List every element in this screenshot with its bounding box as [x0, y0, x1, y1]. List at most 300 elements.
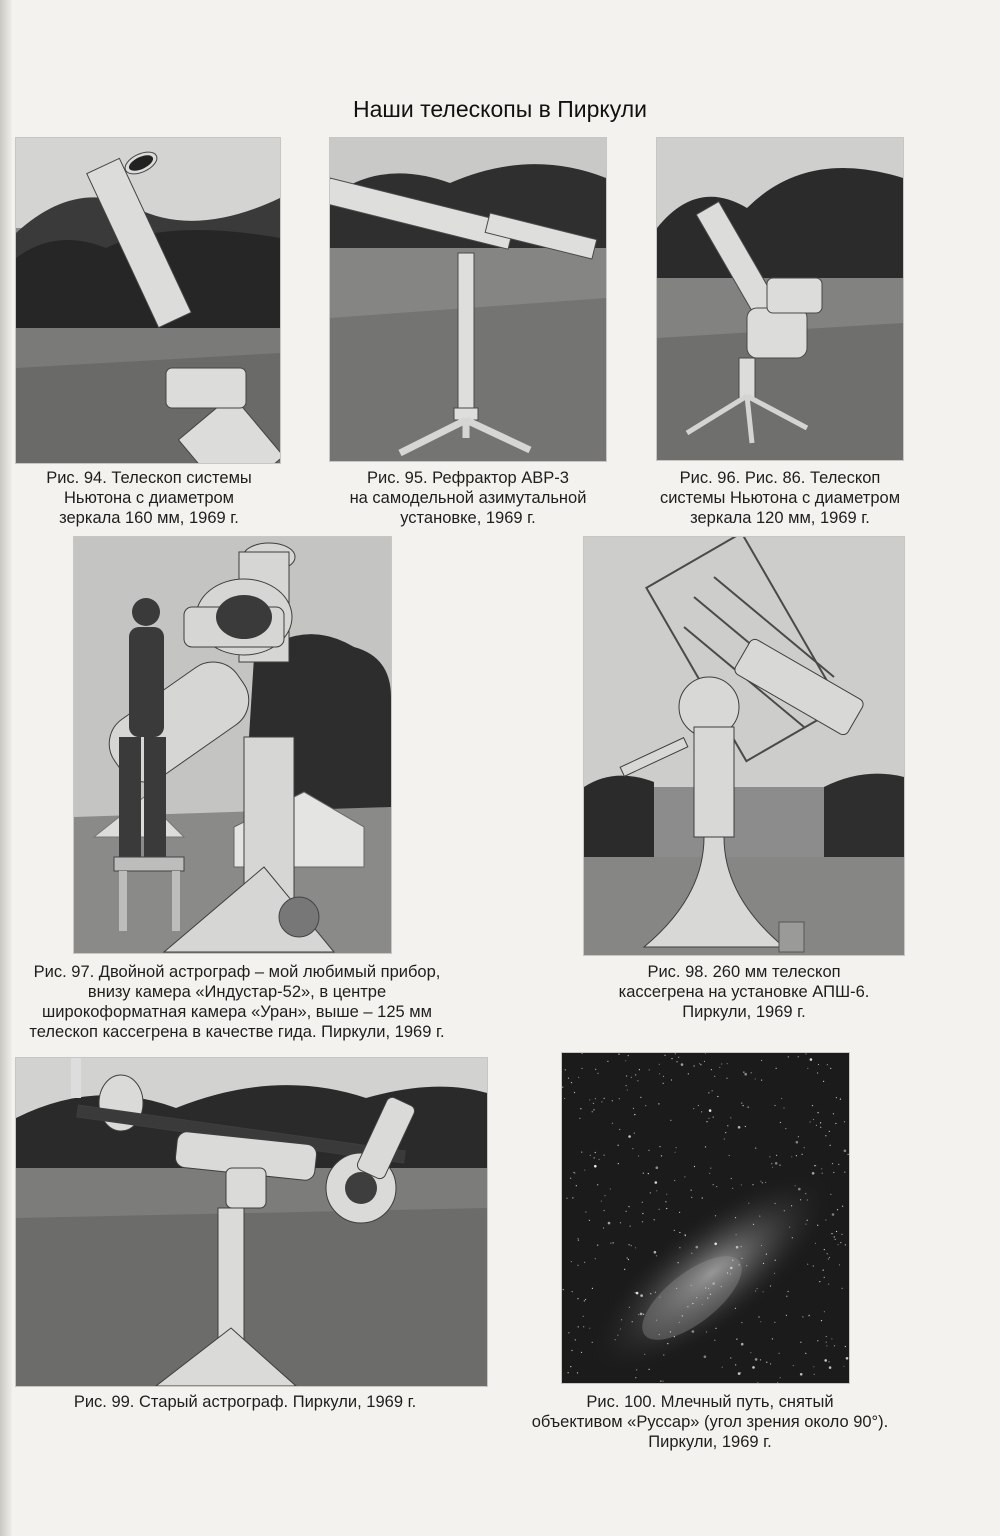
star	[571, 1082, 572, 1083]
star	[694, 1166, 695, 1167]
star	[666, 1208, 667, 1209]
star	[659, 1073, 660, 1074]
star	[610, 1188, 611, 1189]
star	[721, 1063, 722, 1064]
star	[638, 1314, 639, 1315]
star	[642, 1202, 643, 1203]
star	[819, 1281, 820, 1282]
star	[835, 1123, 836, 1124]
star	[595, 1258, 596, 1259]
star	[772, 1167, 773, 1168]
star	[825, 1135, 826, 1136]
star	[640, 1313, 643, 1316]
star	[687, 1306, 688, 1307]
caption-line: телескоп кассегрена в качестве гида. Пиркули, 1969 г.	[29, 1023, 445, 1041]
star	[671, 1079, 672, 1080]
caption-line: зеркала 120 мм, 1969 г.	[690, 509, 870, 527]
star	[759, 1216, 760, 1217]
star	[763, 1291, 764, 1292]
star	[649, 1069, 650, 1070]
star	[618, 1054, 619, 1055]
star	[571, 1350, 572, 1351]
star	[663, 1354, 664, 1355]
star	[846, 1357, 849, 1360]
star	[674, 1180, 675, 1181]
star	[632, 1321, 633, 1322]
caption-line: объективом «Руссар» (угол зрения около 90°).	[531, 1413, 889, 1431]
star	[842, 1206, 843, 1207]
star	[771, 1163, 772, 1164]
star	[589, 1220, 590, 1221]
star	[628, 1259, 629, 1260]
star	[735, 1308, 736, 1309]
star	[658, 1103, 659, 1104]
star	[732, 1260, 733, 1261]
star	[630, 1226, 631, 1227]
star	[613, 1242, 614, 1243]
star	[618, 1145, 619, 1146]
star	[730, 1117, 731, 1118]
star	[796, 1141, 799, 1144]
star	[631, 1077, 632, 1078]
star	[691, 1197, 692, 1198]
caption-line: Пиркули, 1969 г.	[682, 1003, 806, 1021]
star	[842, 1288, 843, 1289]
star	[711, 1069, 712, 1070]
star	[594, 1165, 597, 1168]
star	[629, 1307, 630, 1308]
star	[642, 1213, 643, 1214]
star	[736, 1339, 737, 1340]
star	[628, 1206, 629, 1207]
star	[766, 1362, 767, 1363]
star	[758, 1316, 759, 1317]
star	[676, 1147, 677, 1148]
star	[714, 1243, 717, 1246]
star	[691, 1253, 692, 1254]
star	[716, 1186, 717, 1187]
star	[741, 1184, 742, 1185]
star	[763, 1263, 764, 1264]
photo-fig99-old-astrograph	[16, 1058, 487, 1386]
star	[827, 1253, 828, 1254]
star	[571, 1261, 572, 1262]
star	[840, 1099, 841, 1100]
star	[599, 1159, 600, 1160]
star	[568, 1332, 569, 1333]
star	[664, 1055, 665, 1056]
star	[798, 1136, 799, 1137]
star	[775, 1162, 778, 1165]
star	[752, 1366, 755, 1369]
star	[604, 1098, 605, 1099]
caption-fig98	[578, 962, 910, 1022]
star	[708, 1092, 709, 1093]
star	[713, 1117, 714, 1118]
star	[805, 1353, 806, 1354]
star	[713, 1184, 714, 1185]
star	[625, 1060, 626, 1061]
star	[845, 1244, 846, 1245]
caption-line: зеркала 160 мм, 1969 г.	[59, 509, 239, 527]
star	[604, 1195, 605, 1196]
star	[730, 1267, 733, 1270]
star	[807, 1264, 808, 1265]
star	[635, 1292, 636, 1293]
star	[589, 1328, 590, 1329]
star	[800, 1373, 803, 1376]
star	[583, 1326, 584, 1327]
star	[798, 1056, 799, 1057]
star	[660, 1381, 661, 1382]
star	[761, 1080, 762, 1081]
star	[779, 1353, 780, 1354]
star	[755, 1078, 756, 1079]
star	[740, 1372, 741, 1373]
star	[741, 1258, 742, 1259]
star	[597, 1184, 598, 1185]
star	[594, 1157, 595, 1158]
star	[774, 1105, 775, 1106]
star	[597, 1073, 598, 1074]
caption-line: Рис. 94. Телескоп системы	[46, 469, 252, 487]
caption-fig94	[10, 468, 288, 528]
star	[645, 1105, 646, 1106]
star	[568, 1372, 569, 1373]
star	[725, 1132, 726, 1133]
star	[688, 1073, 689, 1074]
star	[568, 1078, 569, 1079]
star	[760, 1181, 761, 1182]
star	[785, 1128, 786, 1129]
star	[807, 1068, 808, 1069]
star	[838, 1164, 839, 1165]
star	[577, 1372, 578, 1373]
star	[820, 1127, 821, 1128]
star	[792, 1237, 793, 1238]
star	[776, 1068, 777, 1069]
star	[659, 1064, 660, 1065]
star	[674, 1336, 675, 1337]
star	[757, 1288, 758, 1289]
star	[829, 1257, 830, 1258]
star	[620, 1328, 621, 1329]
star	[637, 1080, 638, 1081]
star	[800, 1342, 801, 1343]
star	[812, 1105, 813, 1106]
star	[592, 1288, 593, 1289]
star	[809, 1315, 810, 1316]
star	[813, 1265, 814, 1266]
star	[626, 1075, 627, 1076]
star	[563, 1289, 564, 1290]
star	[663, 1083, 664, 1084]
star	[818, 1112, 819, 1113]
star	[822, 1173, 823, 1174]
star	[715, 1328, 716, 1329]
star	[839, 1264, 840, 1265]
star	[607, 1061, 608, 1062]
star	[838, 1244, 839, 1245]
star	[698, 1105, 699, 1106]
star	[834, 1236, 835, 1237]
star	[701, 1111, 702, 1112]
star	[727, 1125, 728, 1126]
star	[774, 1273, 775, 1274]
star	[604, 1155, 605, 1156]
star	[705, 1287, 706, 1288]
star	[805, 1053, 806, 1054]
star	[727, 1272, 728, 1273]
caption-fig97	[2, 962, 472, 1042]
star	[762, 1182, 763, 1183]
star	[745, 1126, 746, 1127]
star	[691, 1190, 692, 1191]
star	[829, 1131, 830, 1132]
star	[692, 1330, 695, 1333]
star	[829, 1366, 832, 1369]
star	[671, 1058, 672, 1059]
page-title: Наши телескопы в Пиркули	[353, 96, 647, 122]
star	[635, 1377, 636, 1378]
star	[694, 1065, 695, 1066]
star	[712, 1282, 715, 1285]
star	[679, 1232, 680, 1233]
star	[798, 1188, 801, 1191]
star	[724, 1138, 725, 1139]
photo-fig97-double-astrograph	[74, 537, 391, 953]
star	[666, 1194, 667, 1195]
star	[572, 1197, 573, 1198]
star	[736, 1246, 739, 1249]
star	[648, 1173, 649, 1174]
star	[618, 1163, 619, 1164]
star	[791, 1156, 792, 1157]
star	[603, 1227, 604, 1228]
star	[640, 1097, 641, 1098]
star	[595, 1069, 596, 1070]
star	[654, 1219, 655, 1220]
star	[572, 1291, 573, 1292]
caption-line: Ньютона с диаметром	[63, 489, 235, 507]
star	[648, 1150, 649, 1151]
caption-line: на самодельной азимутальной	[349, 489, 587, 507]
star	[708, 1118, 709, 1119]
star	[760, 1359, 761, 1360]
star	[590, 1155, 591, 1156]
star	[741, 1322, 742, 1323]
star	[730, 1273, 731, 1274]
star	[705, 1146, 706, 1147]
star	[610, 1243, 611, 1244]
star	[624, 1269, 625, 1270]
star	[595, 1152, 596, 1153]
star	[770, 1363, 771, 1364]
star	[564, 1098, 565, 1099]
star	[781, 1098, 782, 1099]
star	[783, 1107, 784, 1108]
star	[828, 1258, 829, 1259]
star	[791, 1205, 792, 1206]
star	[816, 1125, 817, 1126]
star	[810, 1058, 813, 1061]
star	[825, 1219, 826, 1220]
star	[628, 1135, 631, 1138]
star	[570, 1178, 571, 1179]
star	[665, 1201, 666, 1202]
star	[739, 1264, 740, 1265]
star	[741, 1343, 744, 1346]
star	[836, 1097, 837, 1098]
star	[817, 1340, 818, 1341]
star	[735, 1217, 736, 1218]
star	[584, 1262, 585, 1263]
star	[743, 1105, 744, 1106]
star	[748, 1203, 749, 1204]
star	[679, 1212, 680, 1213]
star	[755, 1290, 756, 1291]
star	[634, 1133, 635, 1134]
star	[818, 1064, 819, 1065]
star	[704, 1061, 705, 1062]
caption-fig100	[528, 1392, 892, 1452]
star	[696, 1297, 697, 1298]
caption-line: Рис. 95. Рефрактор АВР-3	[367, 469, 569, 487]
star	[722, 1367, 723, 1368]
star	[628, 1055, 629, 1056]
star	[755, 1148, 756, 1149]
star	[629, 1244, 630, 1245]
star	[635, 1074, 636, 1075]
star	[578, 1077, 579, 1078]
star	[741, 1246, 742, 1247]
star	[581, 1352, 582, 1353]
star	[761, 1245, 762, 1246]
caption-line: системы Ньютона с диаметром	[659, 489, 901, 507]
star	[659, 1146, 660, 1147]
star	[681, 1063, 684, 1066]
star	[833, 1113, 834, 1114]
star	[627, 1089, 628, 1090]
star	[826, 1342, 827, 1343]
star	[775, 1203, 776, 1204]
star	[656, 1320, 657, 1321]
star	[848, 1154, 849, 1155]
star	[802, 1154, 803, 1155]
star	[562, 1087, 563, 1088]
star	[584, 1170, 585, 1171]
star	[786, 1296, 787, 1297]
star	[619, 1129, 620, 1130]
star	[813, 1119, 814, 1120]
caption-line: Рис. 98. 260 мм телескоп	[647, 963, 841, 981]
photo-fig95-refractor-avr3	[330, 138, 606, 461]
star	[577, 1265, 578, 1266]
star	[836, 1231, 837, 1232]
star	[828, 1361, 829, 1362]
star	[769, 1156, 770, 1157]
star	[820, 1122, 821, 1123]
star	[807, 1199, 808, 1200]
star	[649, 1369, 650, 1370]
star	[566, 1198, 567, 1199]
star	[678, 1057, 679, 1058]
star	[719, 1067, 720, 1068]
star	[693, 1108, 694, 1109]
star	[696, 1246, 699, 1249]
star	[659, 1209, 660, 1210]
star	[709, 1109, 712, 1112]
star	[844, 1150, 847, 1153]
star	[830, 1068, 831, 1069]
star	[574, 1173, 575, 1174]
star	[626, 1085, 627, 1086]
caption-fig99	[10, 1392, 480, 1412]
star	[636, 1292, 639, 1295]
star	[656, 1166, 659, 1169]
star	[805, 1193, 806, 1194]
star	[727, 1063, 728, 1064]
star	[832, 1163, 833, 1164]
star	[738, 1372, 741, 1375]
star	[726, 1078, 727, 1079]
star	[812, 1172, 815, 1175]
caption-line: широкоформатная камера «Уран», выше – 125 мм	[42, 1003, 432, 1021]
star	[748, 1107, 749, 1108]
star	[840, 1242, 841, 1243]
star	[731, 1178, 732, 1179]
star	[682, 1315, 683, 1316]
page-edge	[0, 0, 12, 1536]
star	[655, 1181, 658, 1184]
star	[823, 1270, 824, 1271]
star	[837, 1209, 838, 1210]
caption-fig95	[322, 468, 614, 528]
caption-line: Рис. 100. Млечный путь, снятый	[586, 1393, 834, 1411]
star	[780, 1377, 781, 1378]
star	[824, 1311, 825, 1312]
star	[717, 1096, 718, 1097]
star	[817, 1225, 818, 1226]
star	[788, 1056, 789, 1057]
star	[770, 1285, 771, 1286]
star	[636, 1369, 637, 1370]
star	[789, 1227, 790, 1228]
star	[826, 1345, 827, 1346]
star	[589, 1099, 590, 1100]
star	[807, 1220, 808, 1221]
star	[578, 1326, 579, 1327]
star	[570, 1366, 571, 1367]
star	[679, 1247, 680, 1248]
star	[608, 1222, 611, 1225]
star	[714, 1340, 715, 1341]
star	[752, 1184, 753, 1185]
star	[577, 1298, 578, 1299]
caption-line: внизу камера «Индустар-52», в центре	[87, 983, 387, 1001]
star	[663, 1076, 664, 1077]
star	[712, 1090, 713, 1091]
star	[631, 1245, 632, 1246]
caption-line: Рис. 96. Рис. 86. Телескоп	[679, 469, 881, 487]
star	[730, 1357, 731, 1358]
star	[732, 1188, 733, 1189]
star	[714, 1076, 715, 1077]
star	[843, 1366, 844, 1367]
star	[593, 1103, 594, 1104]
star	[604, 1210, 605, 1211]
star	[702, 1197, 703, 1198]
